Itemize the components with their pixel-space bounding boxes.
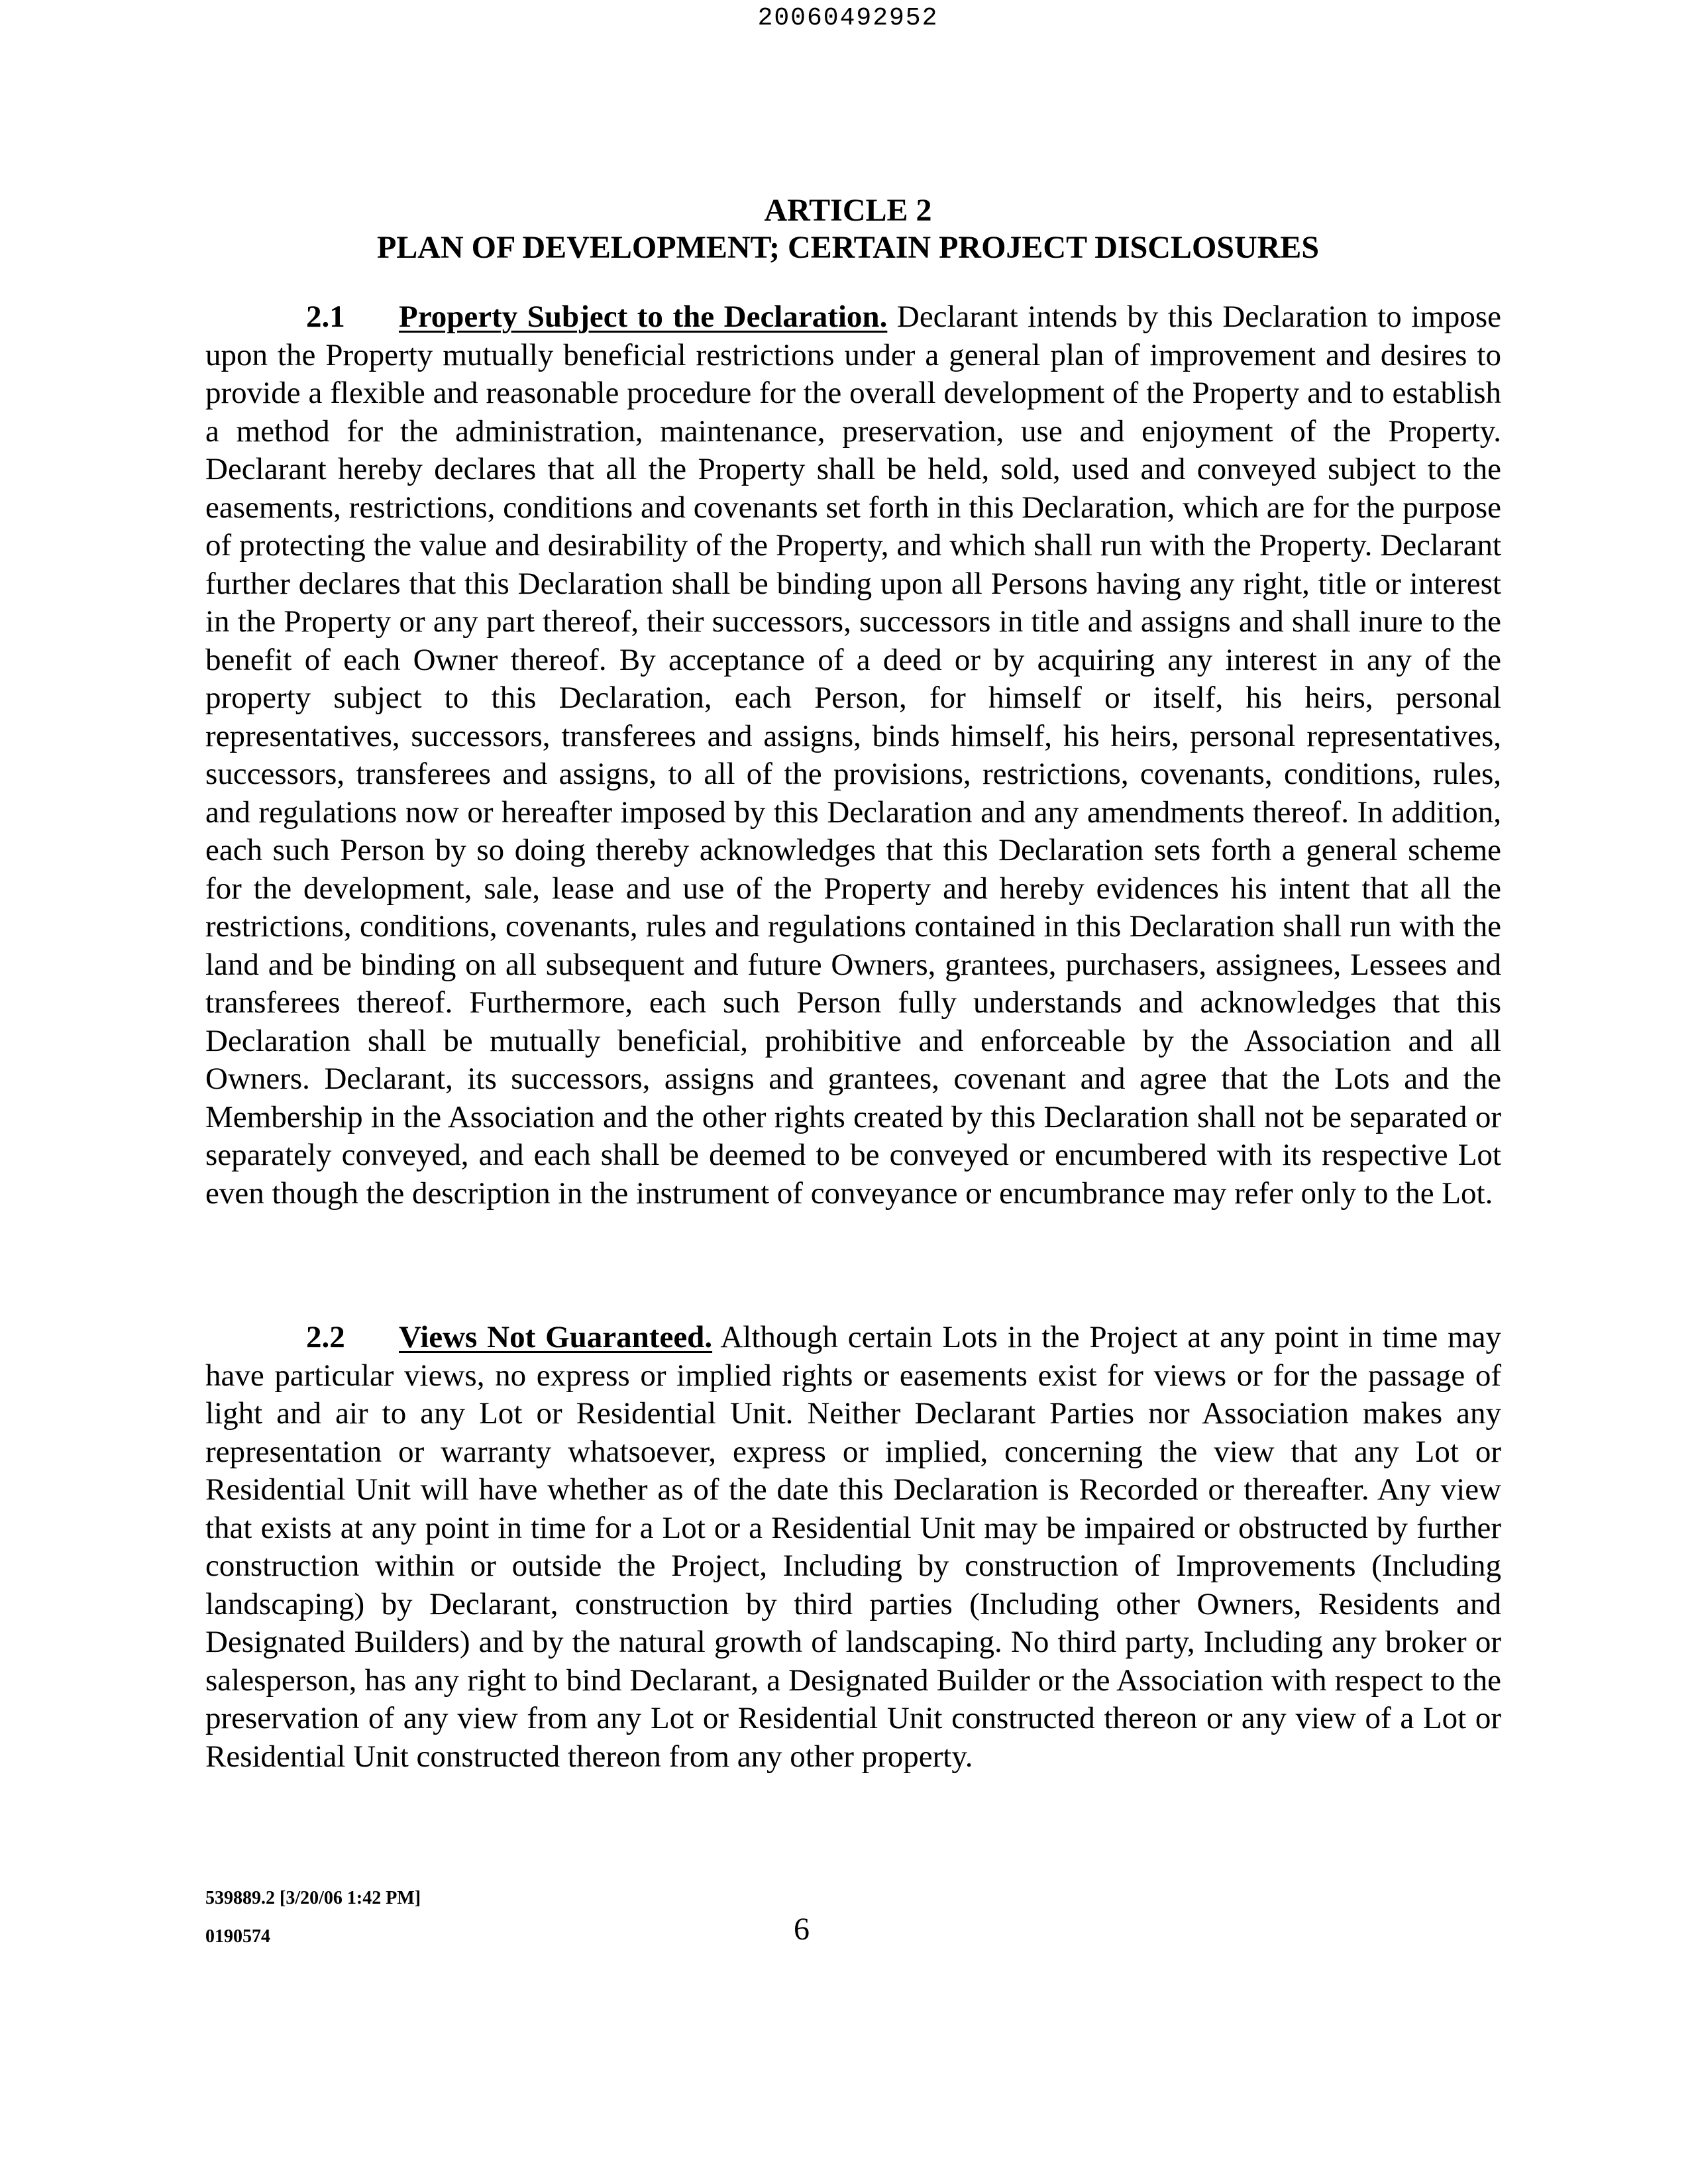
section-body: Declarant intends by this Declaration to impose upon the Property mutually beneficial restrictions under a general plan of improvement and desires to provide a flexible and reasonable procedure for the overall development of the Property and to establish a method for the administration, maintenance, preservation, use and enjoyment of the Property. Declarant hereby declares that all the Property shall be held, sold, used and conveyed subject to the easements, restrictions, conditions and covenants set forth in this Declaration, which are for the purpose of protecting the value and desirability of the Property, and which shall run with the Property. Declarant further declares that this Declaration shall be binding upon all Persons having any right, title or interest in the Property or any part thereof, their successors, successors in title and assigns and shall inure to the benefit of each Owner thereof. By acceptance of a deed or by acquiring any interest in any of the property subject to this Declaration, each Person, for himself or itself, his heirs, personal representatives, successors, transferees and assigns, binds himself, his heirs, personal representatives, successors, transferees and assigns, to all of the provisions, restrictions, covenants, conditions, rules, and regulations now or hereafter imposed by this Declaration and any amendments thereof. In addition, each such Person by so doing thereby acknowledges that this Declaration sets forth a general scheme for the development, sale, lease and use of the Property and hereby evidences his intent that all the restrictions, conditions, covenants, rules and regulations contained in this Declaration shall run with the land and be binding on all subsequent and future Owners, grantees, purchasers, assignees, Lessees and transferees thereof. Furthermore, each such Person fully understands and acknowledges that this Declaration shall be mutually beneficial, prohibitive and enforceable by the Association and all Owners. Declarant, its successors, assigns and grantees, covenant and agree that the Lots and the Membership in the Association and the other rights created by this Declaration shall not be separated or separately conveyed, and each shall be deemed to be conveyed or encumbered with its respective Lot even though the description in the instrument of conveyance or encumbrance may refer only to the Lot. <box>205 300 1501 1211</box>
footer-client-id: 0190574 <box>205 1926 270 1947</box>
article-title: ARTICLE 2 <box>764 193 932 228</box>
section-paragraph <box>205 298 1501 1213</box>
section-2-2 <box>205 1319 1501 1776</box>
section-paragraph <box>205 1319 1501 1776</box>
article-subtitle: PLAN OF DEVELOPMENT; CERTAIN PROJECT DISCLOSURES <box>376 230 1320 265</box>
section-title: Views Not Guaranteed. <box>399 1320 713 1354</box>
document-number: 20060492952 <box>757 4 939 32</box>
footer-doc-id: 539889.2 [3/20/06 1:42 PM] <box>205 1888 421 1908</box>
section-2-1 <box>205 298 1501 1213</box>
page-number: 6 <box>794 1912 810 1947</box>
section-number: 2.2 <box>306 1320 345 1354</box>
section-body: Although certain Lots in the Project at any point in time may have particular views, no express or implied rights or easements exist for views or for the passage of light and air to any Lot or Residential Unit. Neither Declarant Parties nor Association makes any representation or warranty whatsoever, express or implied, concerning the view that any Lot or Residential Unit will have whether as of the date this Declaration is Recorded or thereafter. Any view that exists at any point in time for a Lot or a Residential Unit may be impaired or obstructed by further construction within or outside the Project, Including by construction of Improvements (Including landscaping) by Declarant, construction by third parties (Including other Owners, Residents and Designated Builders) and by the natural growth of landscaping. No third party, Including any broker or salesperson, has any right to bind Declarant, a Designated Builder or the Association with respect to the preservation of any view from any Lot or Residential Unit constructed thereon or any view of a Lot or Residential Unit constructed thereon from any other property. <box>205 1320 1501 1774</box>
section-number: 2.1 <box>306 300 345 334</box>
section-title: Property Subject to the Declaration. <box>399 300 888 334</box>
